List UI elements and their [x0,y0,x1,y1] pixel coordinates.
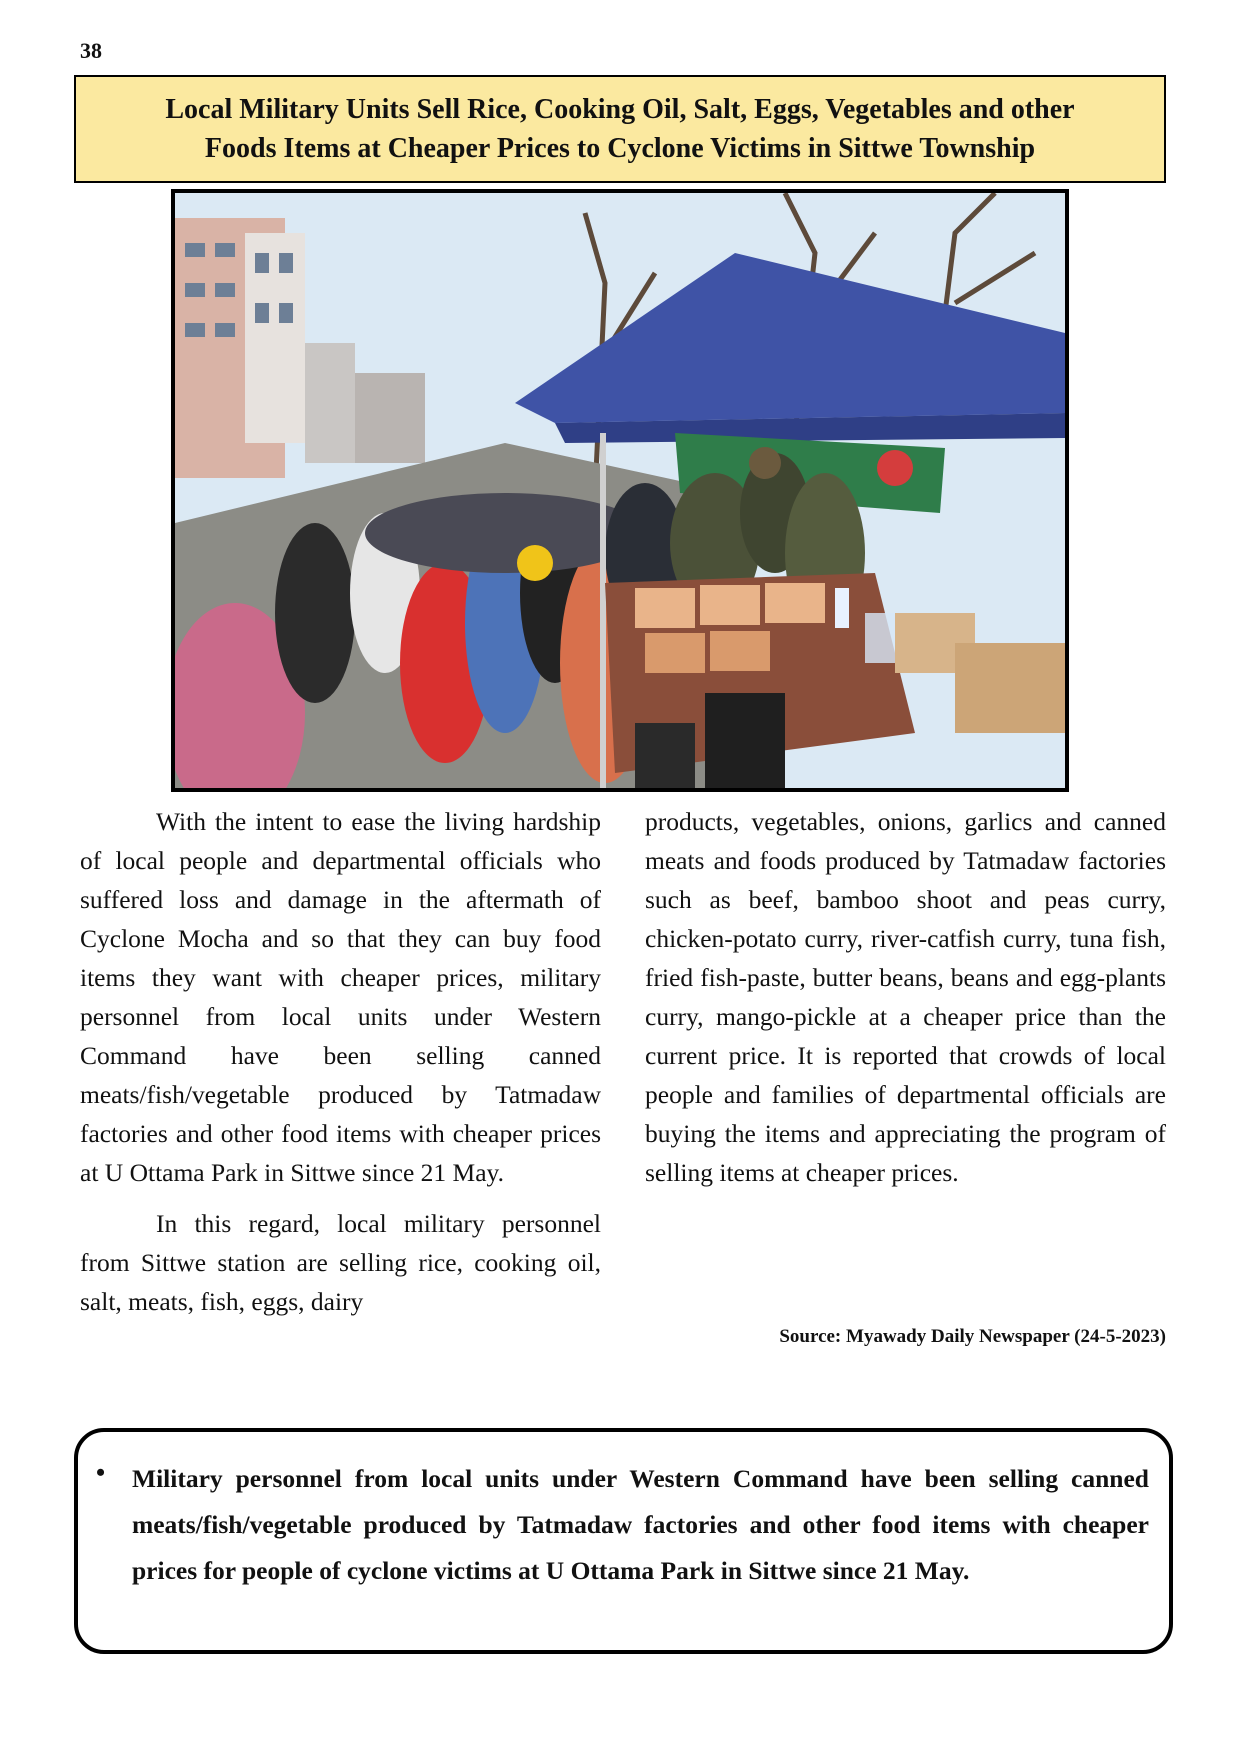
summary-box [74,1428,1173,1654]
building-far-2 [355,373,425,463]
source-citation: Source: Myawady Daily Newspaper (24-5-2023) [779,1326,1166,1347]
scooter-foreground [635,723,695,788]
camera-foreground [705,693,785,788]
article-column-left [80,802,601,1321]
summary-text: Military personnel from local units under Western Command have been selling canned meats/fish/vegetable produced by Tatmadaw factories and other food items with cheaper prices for people of cyclone victims at U Ottama Park in Sittwe since 21 May. [132,1464,1149,1585]
cardboard-box-2 [955,643,1065,733]
article-paragraph-1: With the intent to ease the living hardship of local people and departmental officials who suffered loss and damage in the aftermath of Cyclone Mocha and so that they can buy food items they want with cheaper prices, military personnel from local units under Western Command have been selling canned meats/fish/vegetable produced by Tatmadaw factories and other food items with cheaper prices at U Ottama Park in Sittwe since 21 May. [80,807,601,1187]
water-bottle [835,588,849,628]
title-box [74,75,1166,183]
bullet-icon: • [96,1458,106,1487]
banner-emblem [877,450,913,486]
page-number: 38 [80,38,102,63]
building-left-annex [245,233,305,443]
title-line-1: Local Military Units Sell Rice, Cooking Oil, Salt, Eggs, Vegetables and other [165,94,1075,125]
building-far [305,343,355,463]
article-paragraph-2-continued: products, vegetables, onions, garlics and canned meats and foods produced by Tatmadaw factories such as beef, bamboo shoot and peas curry, chicken-potato curry, river-catfish curry, tuna fish, fried fish-paste, butter beans, beans and egg-plants curry, mango-pickle at a cheaper price than the current price. It is reported that crowds of local people and families of departmental officials are buying the items and appreciating the program of selling items at cheaper prices. [645,807,1166,1187]
tent-pole [600,433,606,788]
market-stall-photo [171,189,1069,792]
title-line-2: Foods Items at Cheaper Prices to Cyclone Victims in Sittwe Township [204,133,1036,164]
article-paragraph-2: In this regard, local military personnel from Sittwe station are selling rice, cooking oil, salt, meats, fish, eggs, dairy [80,1209,601,1316]
market-photo-illustration [175,193,1065,788]
article-column-right [645,802,1166,1192]
